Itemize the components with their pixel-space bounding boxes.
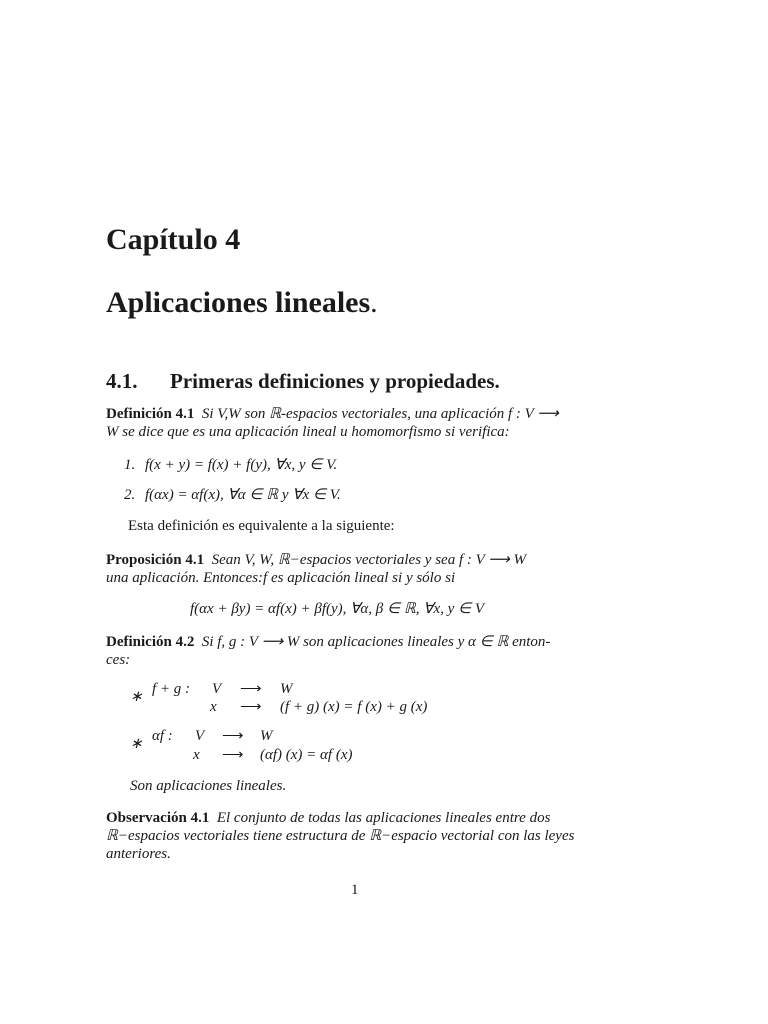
bullet-icon: ∗ xyxy=(130,689,143,705)
proposition-text-line2: una aplicación. Entonces:f es aplicación lineal si y sólo si xyxy=(106,570,456,586)
list-item-number: 1. xyxy=(124,457,136,473)
chapter-title-text: Capítulo 4 xyxy=(106,223,241,256)
long-right-arrow-icon: ⟶ xyxy=(222,728,244,744)
definition-label: Definición 4.2 xyxy=(106,634,195,650)
conclusion xyxy=(130,777,286,795)
conclusion-text: Son aplicaciones lineales. xyxy=(130,778,287,794)
map-variable: x xyxy=(210,699,217,715)
list-item-text: f(αx) = αf(x), ∀α ∈ ℝ y ∀x ∈ V. xyxy=(145,487,341,503)
observation-text-line2: ℝ−espacios vectoriales tiene estructura de ℝ−espacio vectorial con las leyes xyxy=(106,828,575,844)
page-number xyxy=(351,882,359,899)
definition-label: Definición 4.1 xyxy=(106,406,195,422)
definition-4-1 xyxy=(106,405,608,441)
observation-4-1 xyxy=(106,809,608,863)
map-codomain: W xyxy=(280,681,293,697)
page-number-text: 1 xyxy=(351,882,359,898)
long-right-arrow-icon: ⟶ xyxy=(222,747,244,763)
equivalence-sentence xyxy=(128,517,395,535)
section-title xyxy=(170,369,500,394)
chapter-title xyxy=(106,223,240,257)
observation-text-line1: El conjunto de todas las aplicaciones lineales entre dos xyxy=(216,810,551,826)
long-right-arrow-icon: ⟶ xyxy=(240,699,262,715)
chapter-subtitle-dot: . xyxy=(370,286,378,319)
linearity-formula xyxy=(190,600,484,618)
map-domain: V xyxy=(195,728,205,744)
map-name: αf : xyxy=(152,728,173,744)
scalar-map-definition xyxy=(0,727,768,767)
map-domain: V xyxy=(212,681,222,697)
list-item xyxy=(124,486,341,504)
definition-text-line2: ces: xyxy=(106,652,131,668)
definition-text-line1: Si f, g : V ⟶ W son aplicaciones lineales y α ∈ ℝ enton- xyxy=(201,634,551,650)
sum-map-definition xyxy=(0,680,768,720)
section-heading xyxy=(106,369,138,394)
proposition-4-1 xyxy=(106,551,608,587)
chapter-subtitle xyxy=(106,286,378,320)
proposition-text-line1: Sean V, W, ℝ−espacios vectoriales y sea f : V ⟶ W xyxy=(211,552,527,568)
map-rule: (f + g) (x) = f (x) + g (x) xyxy=(280,699,428,715)
list-item xyxy=(124,456,337,474)
observation-label: Observación 4.1 xyxy=(106,810,210,826)
list-item-number: 2. xyxy=(124,487,136,503)
section-title-text: Primeras definiciones y propiedades. xyxy=(170,369,500,393)
chapter-subtitle-text: Aplicaciones lineales xyxy=(106,286,371,319)
list-item-text: f(x + y) = f(x) + f(y), ∀x, y ∈ V. xyxy=(145,457,338,473)
section-number: 4.1. xyxy=(106,369,138,393)
linearity-formula-text: f(αx + βy) = αf(x) + βf(y), ∀α, β ∈ ℝ, ∀x, y ∈ V xyxy=(190,601,485,617)
definition-text-line1: Si V,W son ℝ-espacios vectoriales, una aplicación f : V ⟶ xyxy=(201,406,559,422)
definition-4-2 xyxy=(106,633,608,669)
observation-text-line3: anteriores. xyxy=(106,846,171,862)
map-variable: x xyxy=(193,747,200,763)
map-name: f + g : xyxy=(152,681,191,697)
bullet-icon: ∗ xyxy=(130,736,143,752)
long-right-arrow-icon: ⟶ xyxy=(240,681,262,697)
proposition-label: Proposición 4.1 xyxy=(106,552,205,568)
map-rule: (αf) (x) = αf (x) xyxy=(260,747,353,763)
equivalence-text: Esta definición es equivalente a la siguiente: xyxy=(128,518,395,534)
map-codomain: W xyxy=(260,728,273,744)
definition-text-line2: W se dice que es una aplicación lineal u homomorfismo si verifica: xyxy=(106,424,510,440)
